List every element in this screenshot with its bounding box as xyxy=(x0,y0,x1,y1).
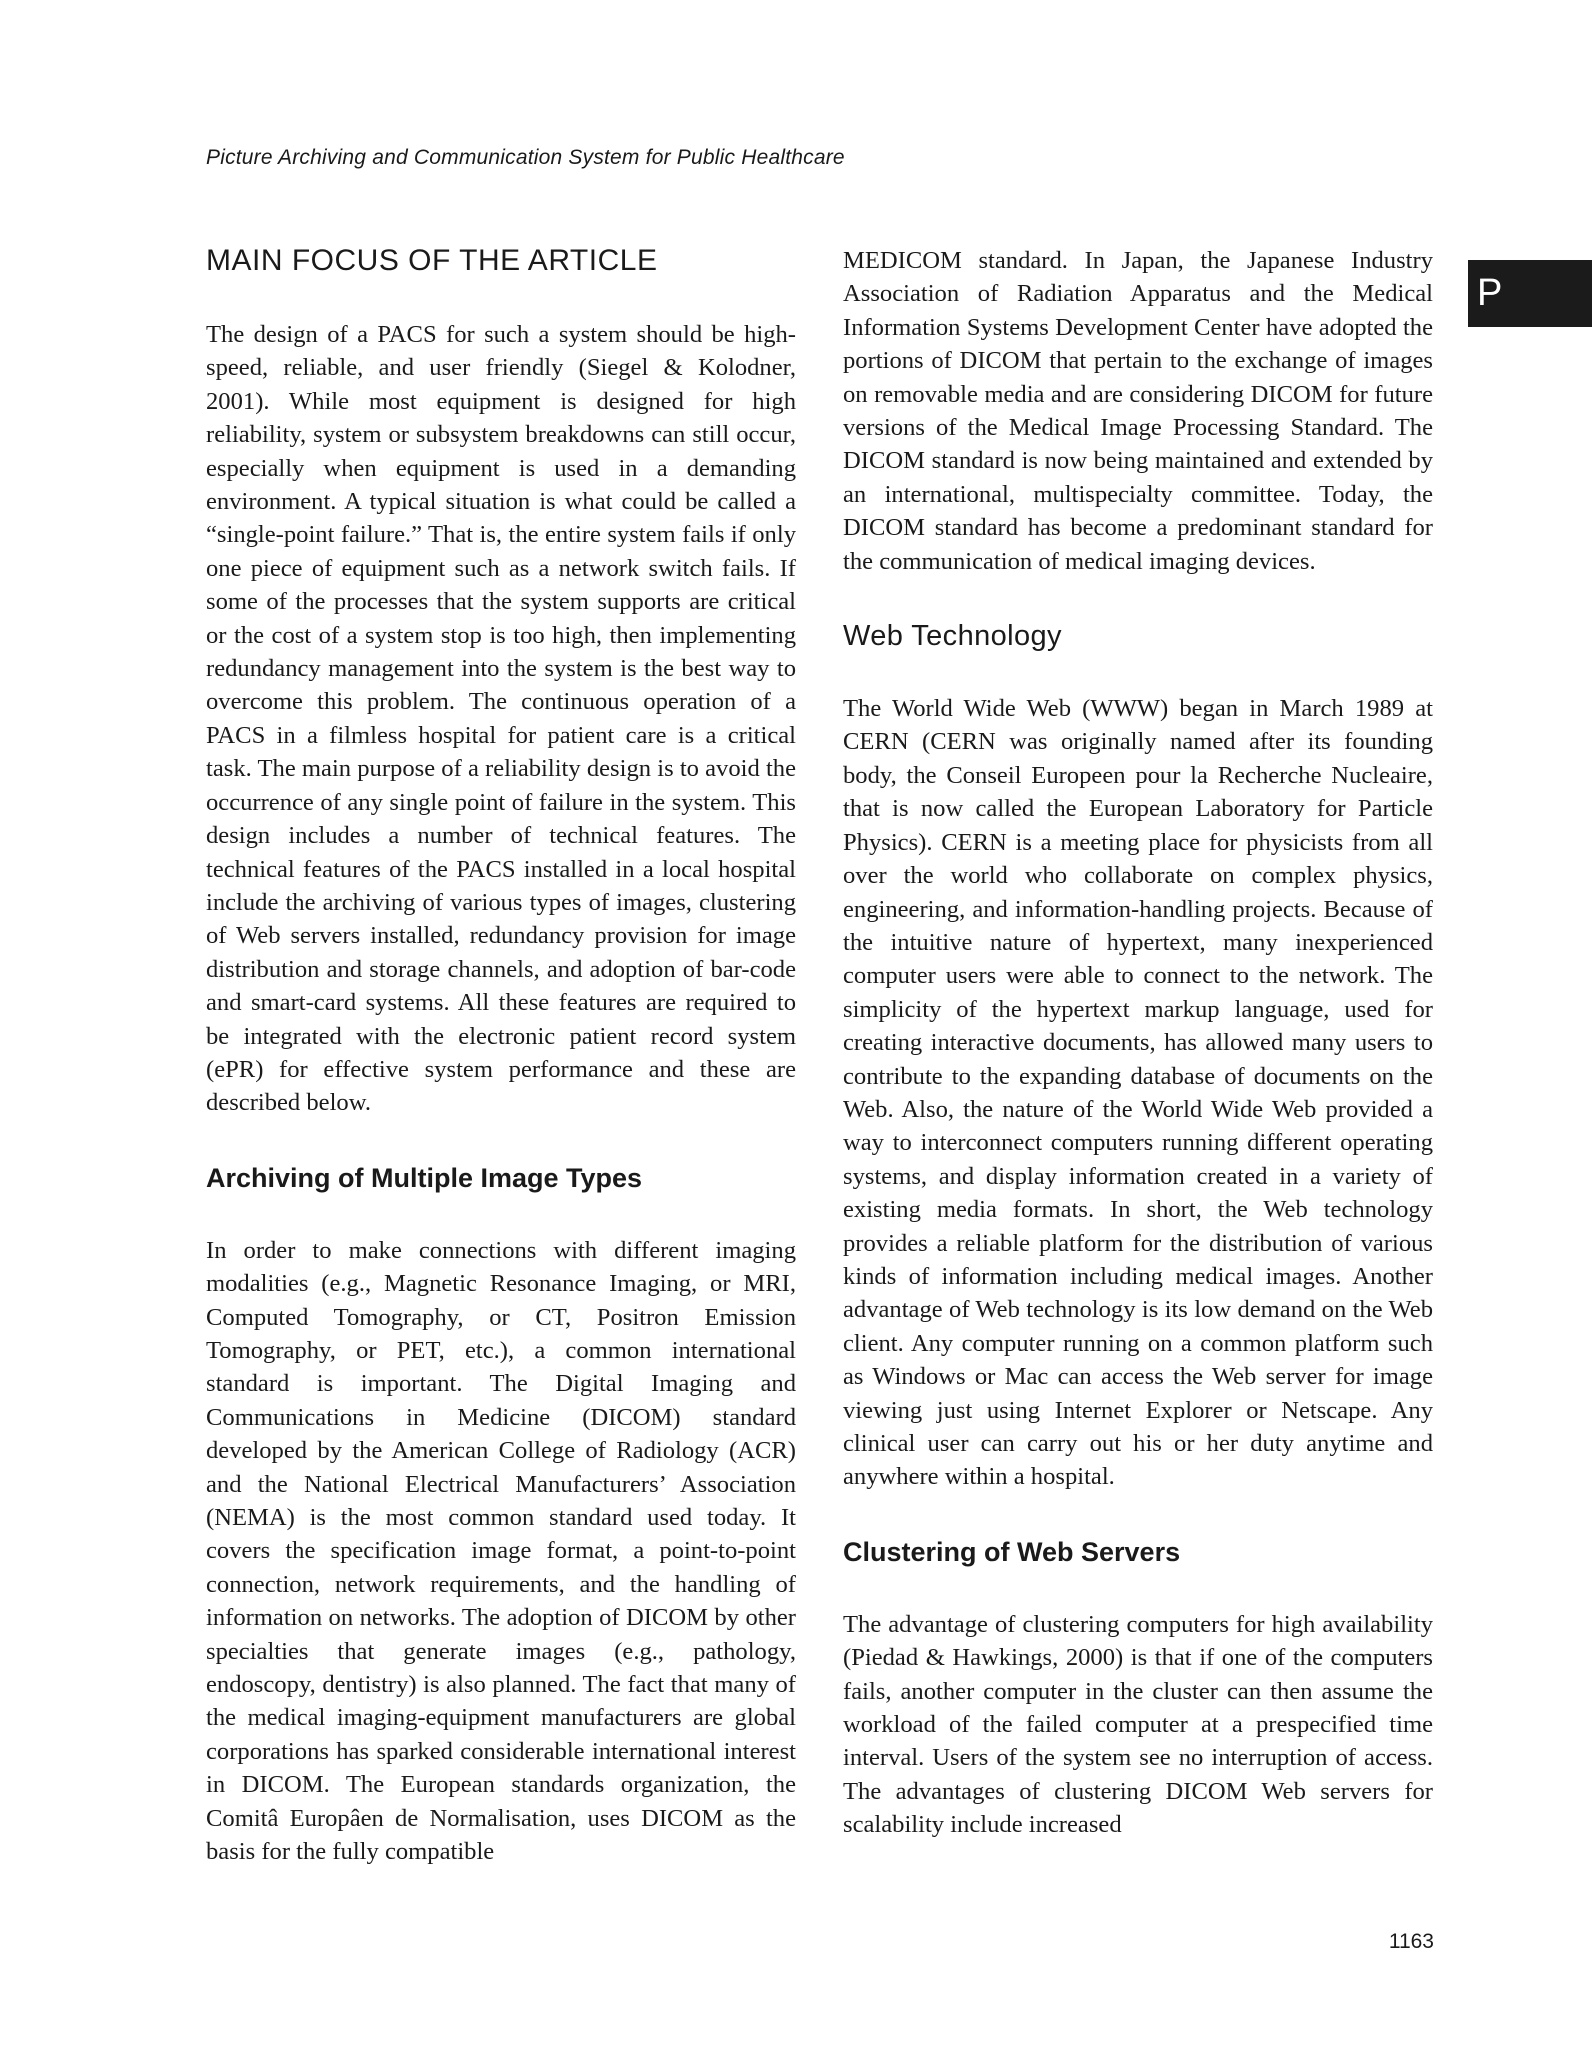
heading-web-technology: Web Technology xyxy=(843,620,1062,653)
paragraph-medicom-continued: MEDICOM standard. In Japan, the Japanese Industry Association of Radiation Apparatus and the Medical Information Systems Development Center have adopted the portions of DICOM that pertain to the exchange of images on removable media and are considering DICOM for future versions of the Medical Image Processing Standard. The DICOM standard is now being maintained and extended by an international, multispecialty committee. Today, the DICOM standard has become a predominant standard for the communication of medical imaging devices. xyxy=(843,247,1433,575)
paragraph-archiving: In order to make connections with different imaging modalities (e.g., Magnetic Resonance Imaging, or MRI, Computed Tomography, or CT, Positron Emission Tomography, or PET, etc.), a common international standard is important. The Digital Imaging and Communications in Medicine (DICOM) standard developed by the American College of Radiology (ACR) and the National Electrical Manufacturers’ Association (NEMA) is the most common standard used today. It covers the specification image format, a point-to-point connection, network requirements, and the handling of information on networks. The adoption of DICOM by other specialties that generate images (e.g., pathology, endoscopy, dentistry) is also planned. The fact that many of the medical imaging-equipment manufacturers are global corporations has sparked considerable international interest in DICOM. The European standards organization, the Comitâ Europâen de Normalisation, uses DICOM as the basis for the fully compatible xyxy=(206,1236,796,1866)
right-column xyxy=(843,244,1433,1880)
section-thumb-tab: P xyxy=(1468,260,1592,327)
paragraph-clustering: The advantage of clustering computers for high availability (Piedad & Hawkings, 2000) is that if one of the computers fails, another computer in the cluster can then assume the workload of the failed computer at a prespecified time interval. Users of the system see no interruption of access. The advantages of clustering DICOM Web servers for scalability include increased xyxy=(843,1610,1433,1839)
paragraph-web-technology: The World Wide Web (WWW) began in March 1989 at CERN (CERN was originally named after its founding body, the Conseil Europeen pour la Recherche Nucleaire, that is now called the European Laboratory for Particle Physics). CERN is a meeting place for physicists from all over the world who collaborate on complex physics, engineering, and information-handling projects. Because of the intuitive nature of hypertext, many inexperienced computer users were able to connect to the network. The simplicity of the hypertext markup language, used for creating interactive documents, has allowed many users to contribute to the expanding database of documents on the Web. Also, the nature of the World Wide Web provided a way to interconnect computers running different operating systems, and display information created in a variety of existing media formats. In short, the Web technology provides a reliable platform for the distribution of various kinds of information including medical images. Another advantage of Web technology is its low demand on the Web client. Any computer running on a common platform such as Windows or Mac can access the Web server for image viewing just using Internet Explorer or Netscape. Any clinical user can carry out his or her duty anytime and anywhere within a hospital. xyxy=(843,695,1433,1491)
heading-clustering: Clustering of Web Servers xyxy=(843,1536,1181,1567)
paragraph-main-focus: The design of a PACS for such a system should be high-speed, reliable, and user friendly (Siegel & Kolodner, 2001). While most equipment is designed for high reliability, system or subsystem breakdowns can still occur, especially when equipment is used in a demanding environment. A typical situation is what could be called a “single-point failure.” That is, the entire system fails if only one piece of equipment such as a network switch fails. If some of the processes that the system supports are critical or the cost of a system stop is too high, then implementing redundancy management into the system is the best way to overcome this problem. The continuous operation of a PACS in a filmless hospital for patient care is a critical task. The main purpose of a reliability design is to avoid the occurrence of any single point of failure in the system. This design includes a number of technical features. The technical features of the PACS installed in a local hospital include the archiving of various types of images, clustering of Web servers installed, redundancy provision for image distribution and storage channels, and adoption of bar-code and smart-card systems. All these features are required to be integrated with the electronic patient record system (ePR) for effective system performance and these are described below. xyxy=(206,321,796,1117)
page-number: 1163 xyxy=(1388,1930,1434,1953)
running-head: Picture Archiving and Communication System for Public Healthcare xyxy=(206,146,845,169)
main-heading: MAIN FOCUS OF THE ARTICLE xyxy=(206,244,658,277)
heading-archiving: Archiving of Multiple Image Types xyxy=(206,1162,643,1193)
left-column xyxy=(206,240,796,1906)
